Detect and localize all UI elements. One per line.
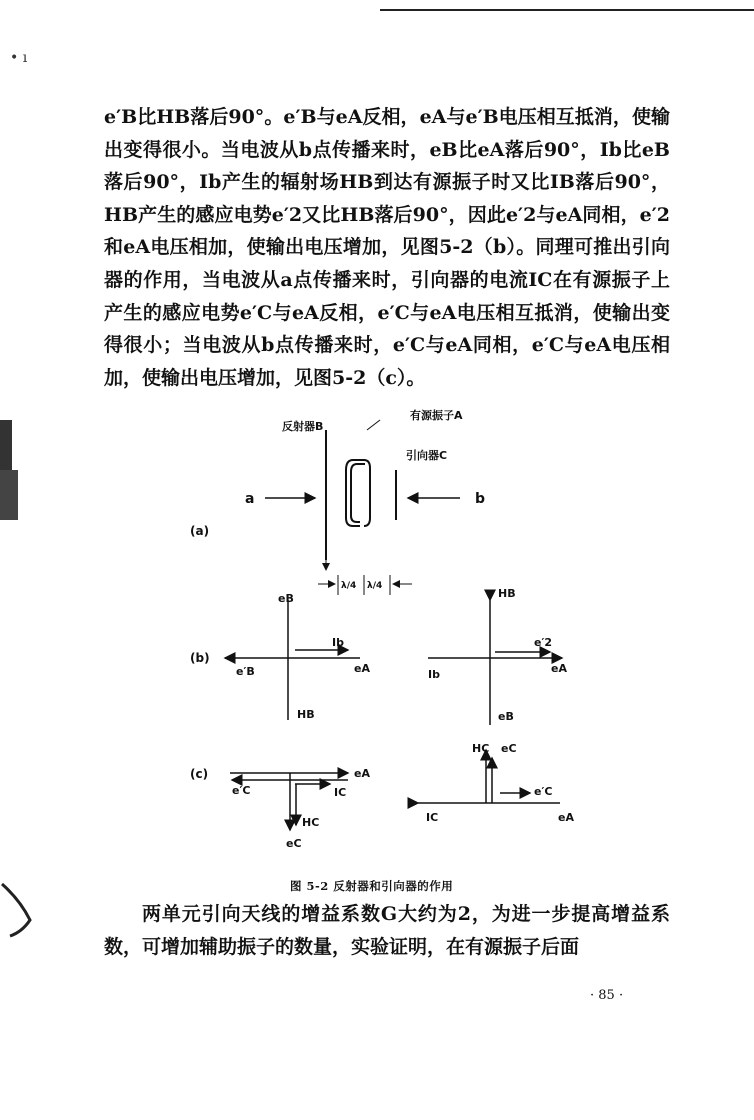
label-b-left-eA: eA (354, 662, 370, 675)
label-b-right-e2: e′2 (534, 636, 553, 649)
label-c-right-IC: IC (426, 811, 439, 824)
label-b-left-eB: eB (278, 592, 294, 605)
corner-mark: • ı (10, 50, 28, 66)
label-c-left-IC: IC (334, 786, 347, 799)
label-b-left-eB2: e′B (236, 665, 255, 678)
label-c-right-eC: eC (501, 742, 517, 755)
label-c-left-HC: HC (302, 816, 320, 829)
label-active: 有源振子A (410, 409, 463, 422)
label-c-right-eC2: e′C (534, 785, 553, 798)
active-element-loop (346, 460, 370, 526)
figure-5-2 (170, 400, 610, 870)
label-b-right-eA: eA (551, 662, 567, 675)
body-paragraph-1: e′B比HB落后90°。e′B与eA反相，eA与e′B电压相互抵消，使输出变得很小。当电波从b点传播来时，eB比eA落后90°，Ib比eB落后90°，Ib产生的辐射场HB到达有源振子时又比IB落后90°，HB产生的感应电势e′2又比HB落后90°，因此e′2与eA同相，e′2和eA电压相加，使输出电压增加，见图5-2（b）。同理可推出引向器的作用，当电波从a点传播来时，引向器的电流IC在有源振子上产生的感应电势e′C与eA反相，e′C与eA电压相互抵消，使输出变得很小；当电波从b点传播来时，e′C与eA同相，e′C与eA电压相加，使输出电压增加，见图5-2（c）。 (104, 106, 670, 389)
label-director: 引向器C (406, 449, 448, 462)
label-b-right-HB: HB (498, 587, 516, 600)
binding-edge-mark-lower (0, 470, 18, 520)
label-c-left-eC: eC (286, 837, 302, 850)
figure-caption: 图 5-2 反射器和引向器的作用 (290, 879, 454, 893)
body-paragraph-2: 两单元引向天线的增益系数G大约为2，为进一步提高增益系数，可增加辅助振子的数量，实验证明，在有源振子后面 (104, 903, 670, 958)
label-spacing-2: λ/4 (367, 581, 383, 591)
label-panel-c: (c) (190, 767, 209, 781)
label-spacing-1: λ/4 (341, 581, 357, 591)
label-c-right-HC: HC (472, 742, 490, 755)
label-b-right-eB: eB (498, 710, 514, 723)
label-b-left-Ib: Ib (332, 636, 344, 649)
label-b-right-Ib: Ib (428, 668, 440, 681)
label-reflector: 反射器B (282, 420, 324, 433)
label-wave-b: b (475, 491, 486, 507)
label-panel-a: (a) (190, 524, 210, 538)
label-wave-a: a (245, 491, 255, 507)
active-feed-line (367, 420, 380, 430)
page-number: · 85 · (590, 988, 624, 1003)
label-c-left-eC2: e′C (232, 784, 251, 797)
label-c-left-eA: eA (354, 767, 370, 780)
top-rule (380, 9, 754, 11)
label-b-left-HB: HB (297, 708, 315, 721)
scan-edge-artifact (0, 880, 40, 940)
label-panel-b: (b) (190, 651, 210, 665)
label-c-right-eA: eA (558, 811, 574, 824)
